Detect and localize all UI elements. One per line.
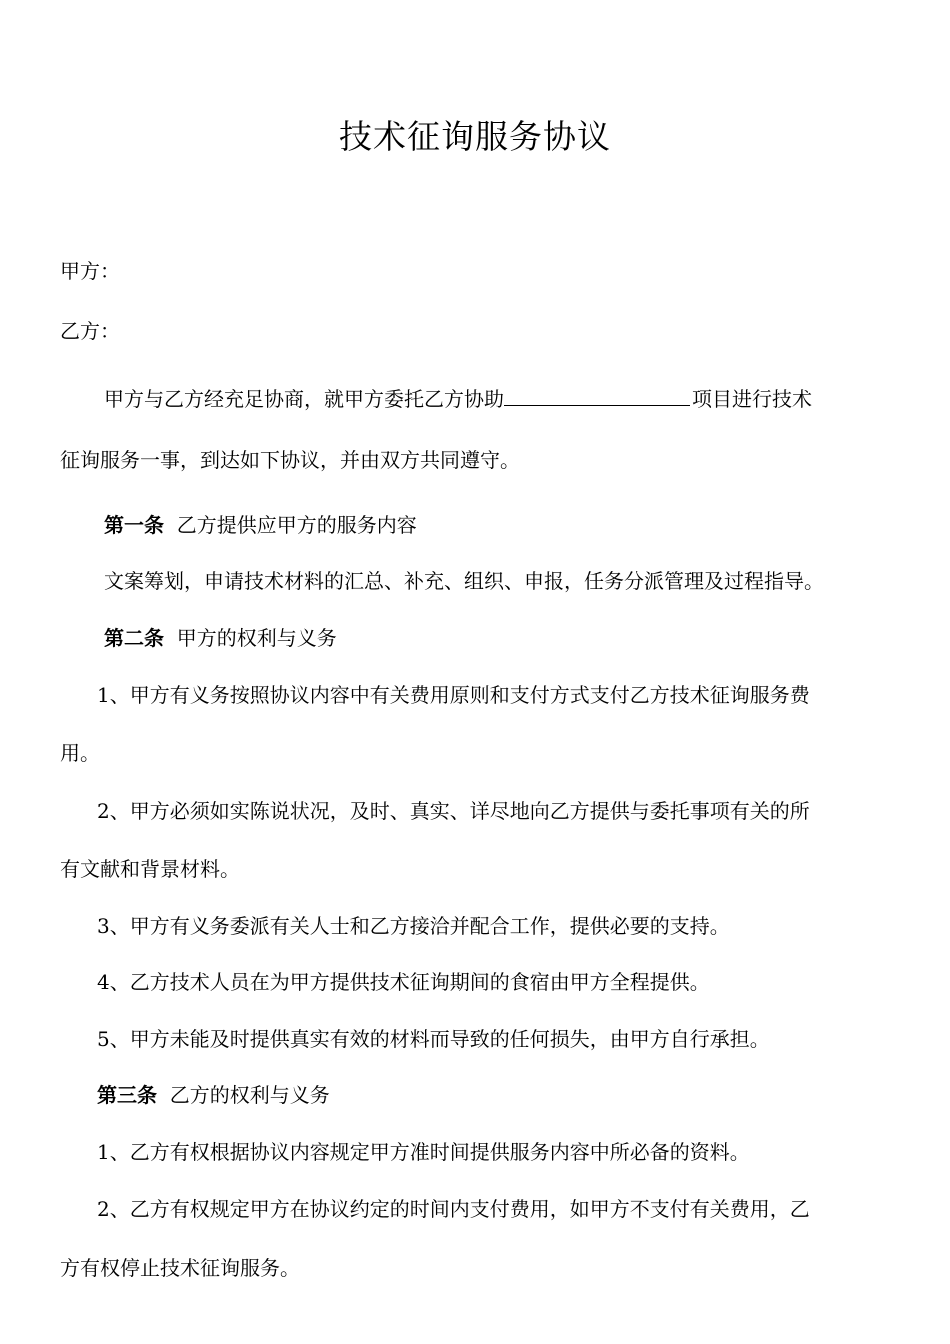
article2-item4: 4、乙方技术人员在为甲方提供技术征询期间的食宿由甲方全程提供。	[97, 970, 710, 994]
article3-label: 第三条	[97, 1083, 157, 1107]
article1-label: 第一条	[104, 513, 164, 537]
article2-item5: 5、甲方未能及时提供真实有效的材料而导致的任何损失，由甲方自行承担。	[97, 1027, 770, 1051]
article3-heading	[97, 1080, 330, 1110]
intro-paragraph-line2: 征询服务一事，到达如下协议，并由双方共同遵守。	[60, 448, 520, 472]
article3-item2-line2: 方有权停止技术征询服务。	[60, 1256, 300, 1280]
article2-heading	[104, 623, 337, 653]
project-name-blank	[504, 385, 690, 406]
document-title: 技术征询服务协议	[339, 117, 611, 156]
article2-item2-line2: 有文献和背景材料。	[60, 857, 240, 881]
article1-heading	[104, 510, 417, 540]
intro-paragraph-line1	[104, 384, 812, 414]
party-a-label: 甲方：	[60, 259, 120, 283]
article1-title: 乙方提供应甲方的服务内容	[176, 513, 417, 537]
article2-label: 第二条	[104, 626, 164, 650]
article3-item2-line1: 2、乙方有权规定甲方在协议约定的时间内支付费用，如甲方不支付有关费用，乙	[97, 1197, 810, 1221]
article2-title: 甲方的权利与义务	[176, 626, 337, 650]
intro-text-before-blank: 甲方与乙方经充足协商，就甲方委托乙方协助	[104, 387, 504, 411]
article2-item1-line1: 1、甲方有义务按照协议内容中有关费用原则和支付方式支付乙方技术征询服务费	[97, 683, 810, 707]
article3-item1: 1、乙方有权根据协议内容规定甲方准时间提供服务内容中所必备的资料。	[97, 1140, 750, 1164]
party-b-label: 乙方：	[60, 319, 120, 343]
article3-title: 乙方的权利与义务	[169, 1083, 330, 1107]
article1-content: 文案筹划，申请技术材料的汇总、补充、组织、申报，任务分派管理及过程指导。	[104, 569, 824, 593]
article2-item2-line1: 2、甲方必须如实陈说状况，及时、真实、详尽地向乙方提供与委托事项有关的所	[97, 799, 810, 823]
article2-item1-line2: 用。	[60, 741, 100, 765]
intro-text-after-blank: 项目进行技术	[692, 387, 812, 411]
article2-item3: 3、甲方有义务委派有关人士和乙方接洽并配合工作，提供必要的支持。	[97, 914, 730, 938]
